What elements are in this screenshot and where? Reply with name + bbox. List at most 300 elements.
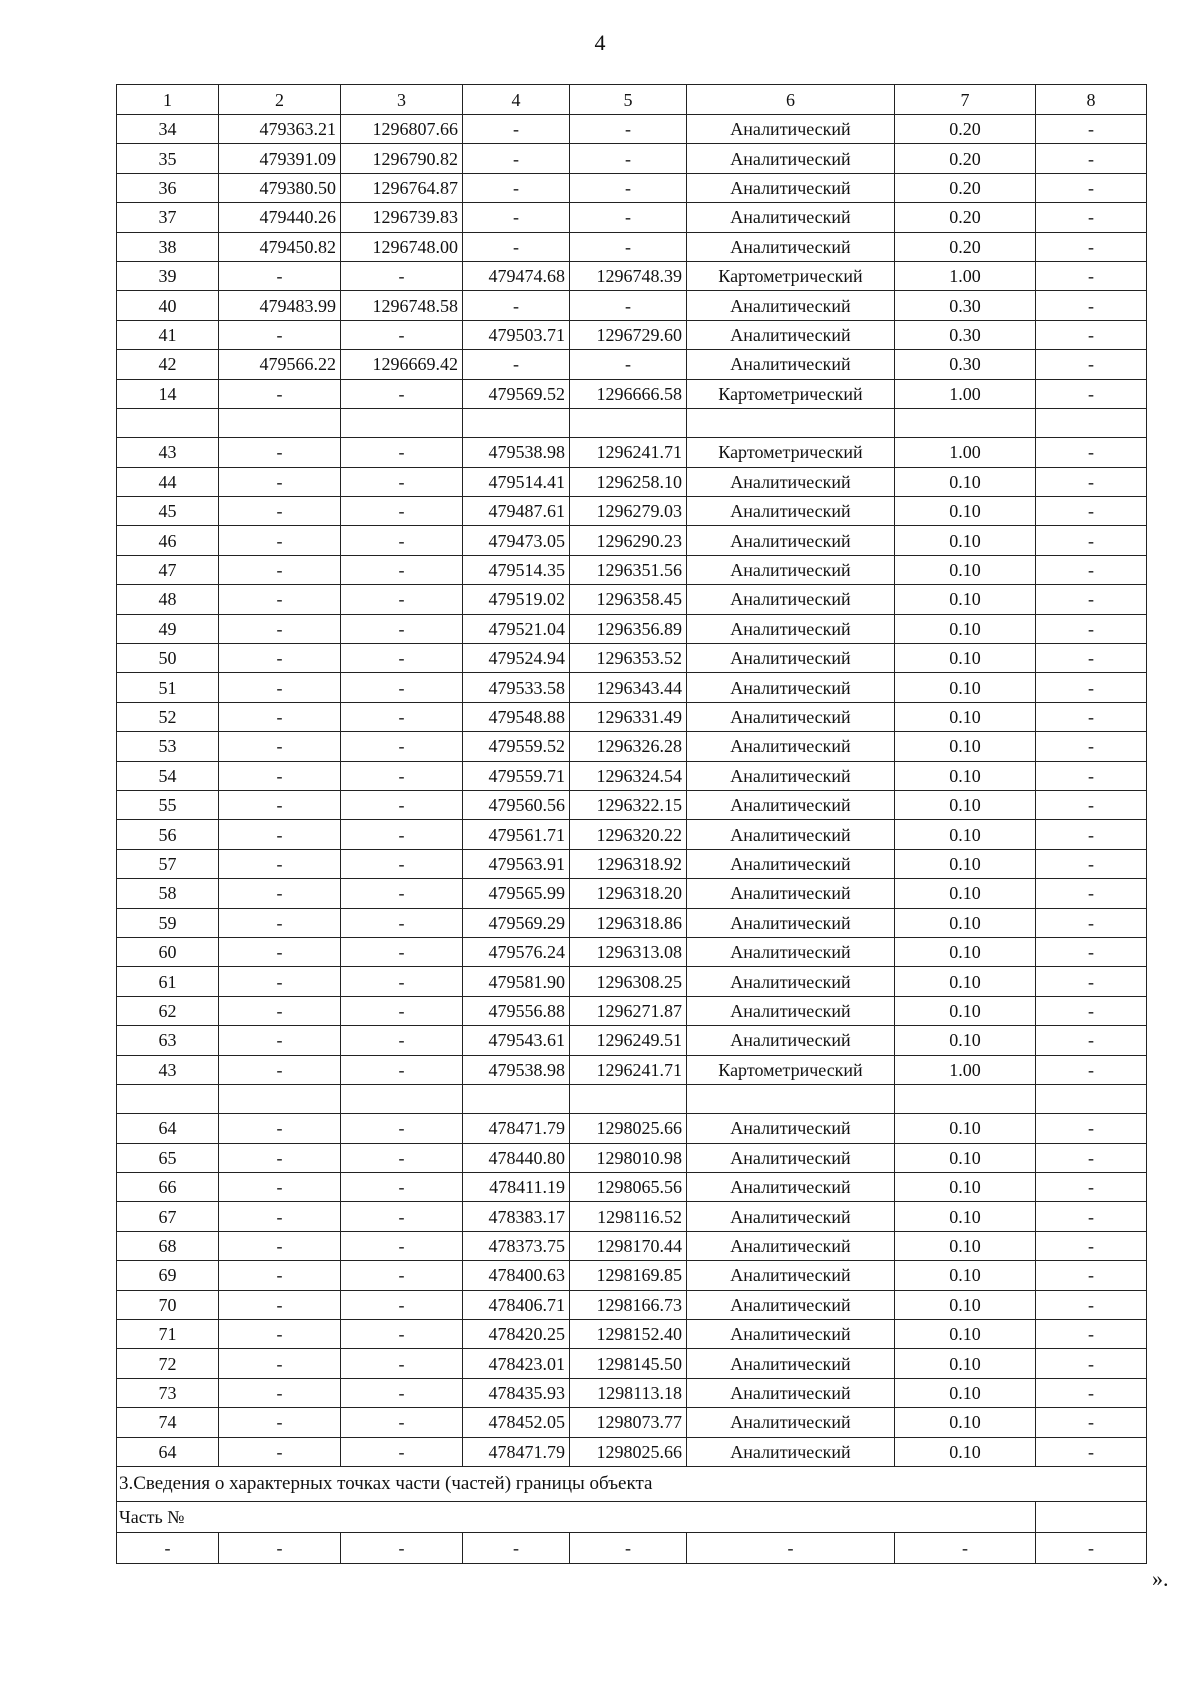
table-cell: Картометрический	[687, 1055, 895, 1084]
table-cell: -	[341, 673, 463, 702]
part-number-row	[117, 1501, 1147, 1532]
table-cell: -	[341, 467, 463, 496]
table-cell: 43	[117, 438, 219, 467]
table-cell: -	[1036, 1261, 1147, 1290]
table-cell: -	[341, 996, 463, 1025]
table-cell: -	[1036, 261, 1147, 290]
table-cell: -	[1036, 1349, 1147, 1378]
table-cell: 40	[117, 291, 219, 320]
table-cell	[570, 408, 687, 437]
table-cell: -	[341, 555, 463, 584]
table-cell: 0.10	[895, 908, 1036, 937]
table-cell: -	[219, 937, 341, 966]
table-cell: 0.10	[895, 937, 1036, 966]
table-cell: 478471.79	[463, 1114, 570, 1143]
table-cell: 1296790.82	[341, 144, 463, 173]
table-row	[117, 820, 1147, 849]
table-cell: 35	[117, 144, 219, 173]
table-cell: -	[1036, 115, 1147, 144]
column-header: 2	[219, 85, 341, 115]
table-cell: -	[341, 1349, 463, 1378]
table-cell: Аналитический	[687, 555, 895, 584]
table-cell: 1296324.54	[570, 761, 687, 790]
table-cell: Аналитический	[687, 1290, 895, 1319]
table-cell: Аналитический	[687, 1261, 895, 1290]
table-row	[117, 879, 1147, 908]
table-cell	[341, 1084, 463, 1113]
table-cell: -	[463, 291, 570, 320]
table-row	[117, 585, 1147, 614]
table-cell	[1036, 408, 1147, 437]
table-cell: 1296258.10	[570, 467, 687, 496]
table-cell: Аналитический	[687, 350, 895, 379]
table-cell: -	[219, 1231, 341, 1260]
table-row	[117, 1261, 1147, 1290]
table-cell: -	[219, 585, 341, 614]
table-cell: -	[219, 1026, 341, 1055]
table-cell: -	[219, 261, 341, 290]
table-cell: 1296666.58	[570, 379, 687, 408]
table-row	[117, 1143, 1147, 1172]
table-cell: 43	[117, 1055, 219, 1084]
table-cell: Аналитический	[687, 673, 895, 702]
table-cell: 60	[117, 937, 219, 966]
table-cell: -	[341, 1114, 463, 1143]
table-cell: 51	[117, 673, 219, 702]
table-cell: -	[463, 144, 570, 173]
table-cell: -	[1036, 1437, 1147, 1466]
table-cell: 1298116.52	[570, 1202, 687, 1231]
table-cell: Картометрический	[687, 438, 895, 467]
table-cell: -	[341, 937, 463, 966]
table-cell: -	[219, 526, 341, 555]
table-cell	[1036, 1084, 1147, 1113]
table-cell: 479559.52	[463, 732, 570, 761]
table-cell: -	[1036, 937, 1147, 966]
boundary-points-table	[116, 84, 1147, 1564]
table-cell: Аналитический	[687, 1143, 895, 1172]
table-cell: Аналитический	[687, 614, 895, 643]
table-cell: -	[570, 350, 687, 379]
section-3-title: 3.Сведения о характерных точках части (частей) границы объекта	[117, 1466, 1147, 1501]
table-cell: -	[341, 585, 463, 614]
table-cell	[570, 1084, 687, 1113]
table-cell: -	[1036, 232, 1147, 261]
table-cell: -	[341, 967, 463, 996]
table-cell: 0.10	[895, 1349, 1036, 1378]
table-cell: 0.10	[895, 1173, 1036, 1202]
table-row	[117, 1378, 1147, 1407]
table-cell: 479524.94	[463, 644, 570, 673]
table-cell: 62	[117, 996, 219, 1025]
table-cell: -	[570, 173, 687, 202]
table-cell: -	[341, 1378, 463, 1407]
table-cell: 0.10	[895, 467, 1036, 496]
table-cell: Аналитический	[687, 1231, 895, 1260]
table-cell: 0.10	[895, 820, 1036, 849]
table-cell	[117, 1084, 219, 1113]
table-cell: 0.10	[895, 1143, 1036, 1172]
table-row	[117, 497, 1147, 526]
table-row	[117, 526, 1147, 555]
table-cell: -	[341, 614, 463, 643]
table-cell: 52	[117, 702, 219, 731]
table-cell: 1296326.28	[570, 732, 687, 761]
table-cell: 1296739.83	[341, 203, 463, 232]
table-cell: 1298025.66	[570, 1437, 687, 1466]
table-cell: 70	[117, 1290, 219, 1319]
table-cell: -	[1036, 908, 1147, 937]
table-cell: 479538.98	[463, 1055, 570, 1084]
table-cell: 479380.50	[219, 173, 341, 202]
table-cell: 479514.41	[463, 467, 570, 496]
table-cell: 0.10	[895, 1026, 1036, 1055]
table-cell: 1296290.23	[570, 526, 687, 555]
table-cell: 479473.05	[463, 526, 570, 555]
table-cell: 55	[117, 790, 219, 819]
table-cell: -	[219, 732, 341, 761]
table-cell: Картометрический	[687, 261, 895, 290]
table-cell: 478420.25	[463, 1320, 570, 1349]
table-cell: 0.10	[895, 1378, 1036, 1407]
table-cell: 0.20	[895, 144, 1036, 173]
table-cell: Аналитический	[687, 497, 895, 526]
table-cell: 1296241.71	[570, 438, 687, 467]
table-cell: 1298025.66	[570, 1114, 687, 1143]
table-cell	[463, 408, 570, 437]
table-cell: 0.20	[895, 115, 1036, 144]
table-cell: Аналитический	[687, 1026, 895, 1055]
table-cell: Аналитический	[687, 732, 895, 761]
table-cell: -	[219, 1408, 341, 1437]
table-cell: -	[463, 173, 570, 202]
table-cell: 0.10	[895, 1290, 1036, 1319]
table-cell: 37	[117, 203, 219, 232]
table-cell: -	[570, 291, 687, 320]
table-cell: 45	[117, 497, 219, 526]
table-cell: Аналитический	[687, 937, 895, 966]
table-cell: -	[219, 761, 341, 790]
table-cell: 479450.82	[219, 232, 341, 261]
table-row	[117, 1114, 1147, 1143]
table-cell: -	[1036, 1231, 1147, 1260]
table-cell: 61	[117, 967, 219, 996]
table-cell: Аналитический	[687, 1202, 895, 1231]
column-header: 3	[341, 85, 463, 115]
table-cell: -	[1036, 1378, 1147, 1407]
table-cell: 478373.75	[463, 1231, 570, 1260]
table-cell: Аналитический	[687, 585, 895, 614]
table-cell: 67	[117, 1202, 219, 1231]
table-cell: 1298065.56	[570, 1173, 687, 1202]
table-row	[117, 1437, 1147, 1466]
table-cell: -	[463, 232, 570, 261]
table-cell: -	[1036, 1026, 1147, 1055]
table-row	[117, 1408, 1147, 1437]
table-row	[117, 1202, 1147, 1231]
table-cell: Аналитический	[687, 144, 895, 173]
table-cell: 0.10	[895, 732, 1036, 761]
table-cell: 44	[117, 467, 219, 496]
table-cell: 58	[117, 879, 219, 908]
table-cell: 0.20	[895, 173, 1036, 202]
table-cell: -	[341, 1437, 463, 1466]
table-cell: 1296729.60	[570, 320, 687, 349]
table-row	[117, 555, 1147, 584]
table-cell: 479519.02	[463, 585, 570, 614]
table-cell: -	[1036, 820, 1147, 849]
table-cell: 0.20	[895, 232, 1036, 261]
table-cell: -	[219, 555, 341, 584]
table-cell: 49	[117, 614, 219, 643]
table-row	[117, 614, 1147, 643]
table-cell: -	[1036, 173, 1147, 202]
table-cell: -	[341, 790, 463, 819]
table-cell: -	[1036, 761, 1147, 790]
table-cell: 1296320.22	[570, 820, 687, 849]
table-cell: 1296343.44	[570, 673, 687, 702]
table-cell: Аналитический	[687, 849, 895, 878]
table-cell: 59	[117, 908, 219, 937]
table-body	[117, 85, 1147, 1564]
table-cell: 1296807.66	[341, 115, 463, 144]
table-cell: 0.10	[895, 702, 1036, 731]
table-cell: 479560.56	[463, 790, 570, 819]
table-cell: 479569.29	[463, 908, 570, 937]
table-cell: -	[341, 1320, 463, 1349]
table-row	[117, 1349, 1147, 1378]
table-row	[117, 232, 1147, 261]
table-cell	[895, 1084, 1036, 1113]
table-cell: -	[1036, 1114, 1147, 1143]
table-cell: -	[463, 115, 570, 144]
table-cell: -	[1036, 1532, 1147, 1563]
table-cell: 479440.26	[219, 203, 341, 232]
table-cell: 74	[117, 1408, 219, 1437]
table-cell: -	[463, 203, 570, 232]
table-cell: 1296669.42	[341, 350, 463, 379]
table-cell: 479391.09	[219, 144, 341, 173]
table-cell: 479576.24	[463, 937, 570, 966]
table-cell: -	[1036, 732, 1147, 761]
table-cell: 38	[117, 232, 219, 261]
table-cell: -	[1036, 350, 1147, 379]
table-row	[117, 261, 1147, 290]
table-cell: -	[341, 1532, 463, 1563]
table-cell: Аналитический	[687, 526, 895, 555]
table-cell: -	[1036, 879, 1147, 908]
table-cell: 0.10	[895, 497, 1036, 526]
table-row	[117, 732, 1147, 761]
table-cell: Картометрический	[687, 379, 895, 408]
table-cell: 479538.98	[463, 438, 570, 467]
table-cell: 479543.61	[463, 1026, 570, 1055]
table-cell: -	[341, 1173, 463, 1202]
table-cell: -	[219, 1261, 341, 1290]
table-cell: -	[341, 261, 463, 290]
table-cell: 1296764.87	[341, 173, 463, 202]
table-cell: 0.10	[895, 614, 1036, 643]
table-cell: Аналитический	[687, 203, 895, 232]
table-cell: -	[341, 820, 463, 849]
table-cell: -	[219, 1320, 341, 1349]
table-row	[117, 1231, 1147, 1260]
table-cell: 1298166.73	[570, 1290, 687, 1319]
table-cell: -	[341, 732, 463, 761]
table-cell: 0.10	[895, 1202, 1036, 1231]
table-cell: 42	[117, 350, 219, 379]
table-cell: Аналитический	[687, 1437, 895, 1466]
table-cell: -	[1036, 702, 1147, 731]
table-row	[117, 1026, 1147, 1055]
table-cell: -	[570, 144, 687, 173]
table-cell: Аналитический	[687, 967, 895, 996]
table-cell: -	[1036, 1173, 1147, 1202]
table-cell: 71	[117, 1320, 219, 1349]
table-row	[117, 350, 1147, 379]
table-cell: 0.10	[895, 1114, 1036, 1143]
table-cell: 64	[117, 1437, 219, 1466]
table-cell: -	[1036, 1055, 1147, 1084]
table-cell: -	[117, 1532, 219, 1563]
table-cell: 478406.71	[463, 1290, 570, 1319]
table-cell: 1298152.40	[570, 1320, 687, 1349]
table-cell: -	[687, 1532, 895, 1563]
table-cell: -	[1036, 849, 1147, 878]
table-row	[117, 702, 1147, 731]
table-cell: Аналитический	[687, 115, 895, 144]
table-cell: -	[219, 790, 341, 819]
table-cell: 0.20	[895, 203, 1036, 232]
table-cell: 479503.71	[463, 320, 570, 349]
table-cell: 479581.90	[463, 967, 570, 996]
table-row	[117, 291, 1147, 320]
table-cell: -	[1036, 1320, 1147, 1349]
table-cell: 41	[117, 320, 219, 349]
table-cell: Аналитический	[687, 996, 895, 1025]
table-cell: 1296279.03	[570, 497, 687, 526]
table-cell: 48	[117, 585, 219, 614]
table-cell: Аналитический	[687, 1173, 895, 1202]
table-cell: -	[341, 1202, 463, 1231]
table-row	[117, 967, 1147, 996]
table-cell: Аналитический	[687, 1378, 895, 1407]
table-cell: Аналитический	[687, 1408, 895, 1437]
table-cell: -	[219, 908, 341, 937]
table-cell: -	[1036, 203, 1147, 232]
table-cell: 0.10	[895, 849, 1036, 878]
table-cell: -	[341, 320, 463, 349]
table-cell: -	[219, 644, 341, 673]
table-cell	[687, 408, 895, 437]
table-cell: 478452.05	[463, 1408, 570, 1437]
table-cell: -	[1036, 614, 1147, 643]
table-cell: Аналитический	[687, 1114, 895, 1143]
table-row	[117, 849, 1147, 878]
table-cell: 1.00	[895, 379, 1036, 408]
column-header: 6	[687, 85, 895, 115]
table-row	[117, 1173, 1147, 1202]
table-cell: 1296241.71	[570, 1055, 687, 1084]
table-cell: -	[219, 614, 341, 643]
table-cell: 68	[117, 1231, 219, 1260]
table-cell: Аналитический	[687, 820, 895, 849]
table-cell: 0.10	[895, 996, 1036, 1025]
column-header: 1	[117, 85, 219, 115]
table-cell: -	[570, 203, 687, 232]
table-cell: Аналитический	[687, 232, 895, 261]
table-cell: -	[219, 996, 341, 1025]
table-cell: -	[1036, 1202, 1147, 1231]
column-header: 5	[570, 85, 687, 115]
table-cell: Аналитический	[687, 879, 895, 908]
table-row	[117, 144, 1147, 173]
table-cell: 1296318.86	[570, 908, 687, 937]
table-cell: 0.10	[895, 644, 1036, 673]
table-cell: 0.10	[895, 526, 1036, 555]
table-cell: 50	[117, 644, 219, 673]
table-cell: 479483.99	[219, 291, 341, 320]
table-cell: -	[1036, 673, 1147, 702]
table-cell: 0.10	[895, 555, 1036, 584]
table-cell	[687, 1084, 895, 1113]
table-cell: -	[219, 1055, 341, 1084]
table-cell: 72	[117, 1349, 219, 1378]
table-cell: 0.10	[895, 761, 1036, 790]
table-cell: -	[570, 232, 687, 261]
table-cell: -	[219, 1349, 341, 1378]
table-cell: 478435.93	[463, 1378, 570, 1407]
closing-quote: ».	[1152, 1566, 1169, 1591]
table-cell: 0.10	[895, 1261, 1036, 1290]
table-cell: 34	[117, 115, 219, 144]
table-cell: 1296318.92	[570, 849, 687, 878]
table-row	[117, 790, 1147, 819]
table-cell: 0.10	[895, 1231, 1036, 1260]
table-cell: -	[1036, 996, 1147, 1025]
table-cell: 14	[117, 379, 219, 408]
table-cell: -	[1036, 644, 1147, 673]
table-cell: 479556.88	[463, 996, 570, 1025]
table-cell: -	[341, 644, 463, 673]
table-cell	[219, 1084, 341, 1113]
table-cell: -	[463, 350, 570, 379]
table-cell: -	[219, 1378, 341, 1407]
table-cell: -	[219, 967, 341, 996]
table-cell: -	[1036, 1143, 1147, 1172]
table-cell: -	[1036, 144, 1147, 173]
table-row	[117, 908, 1147, 937]
table-row	[117, 467, 1147, 496]
table-cell: 479514.35	[463, 555, 570, 584]
table-cell: 53	[117, 732, 219, 761]
table-cell: 1296353.52	[570, 644, 687, 673]
table-cell: 1296331.49	[570, 702, 687, 731]
table-cell: 479566.22	[219, 350, 341, 379]
table-cell: -	[219, 702, 341, 731]
table-row	[117, 173, 1147, 202]
table-cell: -	[219, 320, 341, 349]
table-cell: -	[341, 702, 463, 731]
table-cell: 1296313.08	[570, 937, 687, 966]
table-cell: 64	[117, 1114, 219, 1143]
table-cell: Аналитический	[687, 908, 895, 937]
table-cell: 0.10	[895, 1320, 1036, 1349]
table-cell: 479474.68	[463, 261, 570, 290]
table-cell: -	[341, 438, 463, 467]
table-cell: 0.10	[895, 585, 1036, 614]
table-cell: -	[341, 497, 463, 526]
